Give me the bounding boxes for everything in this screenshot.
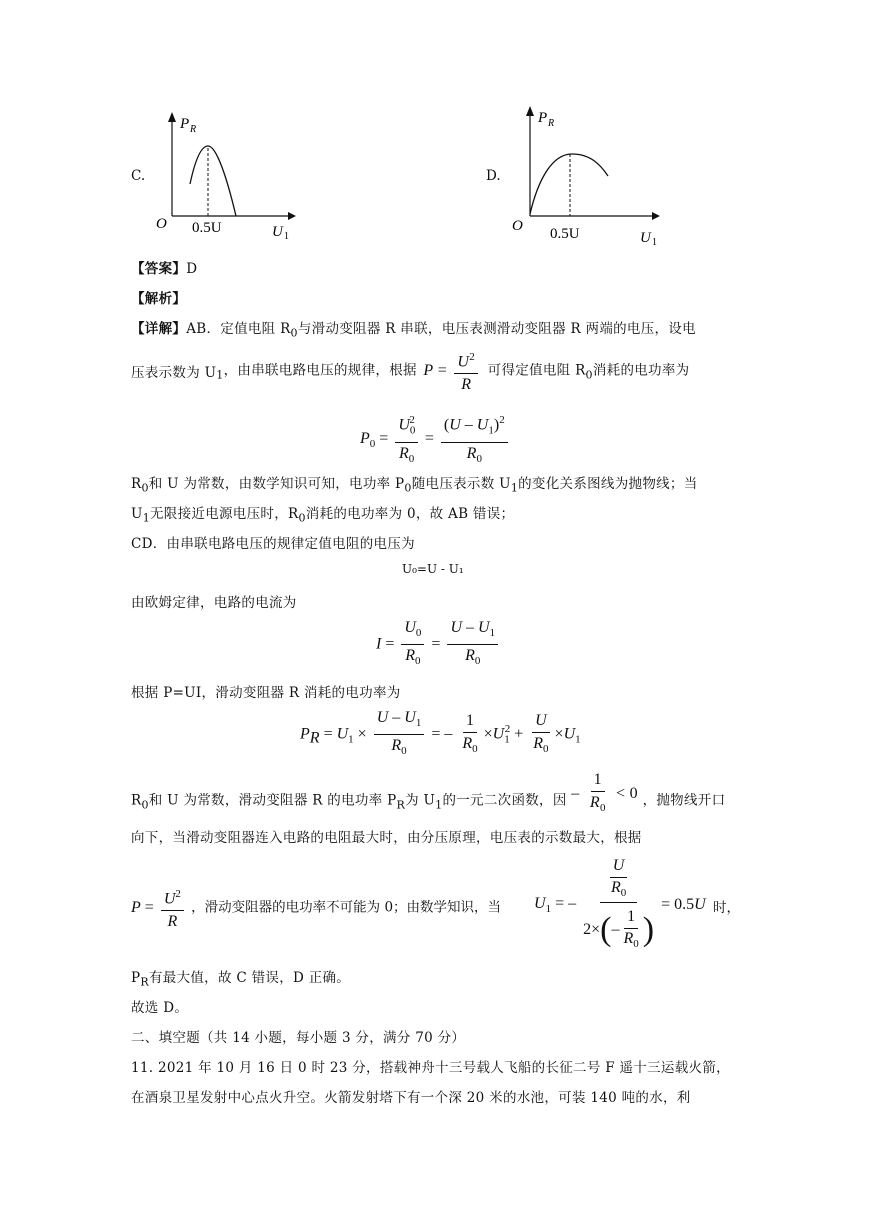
svg-text:U: U: [640, 230, 651, 246]
detail-line-3: $R_0$和 U 为常数，由数学知识可知，电功率 $P_0$随电压表示数 $U_1$的变化关系图线为抛物线；当: [131, 476, 698, 495]
graph-c-y-sub: R: [190, 124, 197, 135]
graph-c-x-arrow: [288, 212, 296, 220]
svg-text:1: 1: [652, 237, 657, 246]
svg-text:O: O: [512, 218, 523, 234]
answer-tag: 【答案】: [131, 261, 187, 277]
formula-u1-max: $U_1$ = – $\frac{U}{R_0}$ 2× ( – $\frac{1}{R_0}$ ) = 0.5U: [534, 857, 706, 951]
detail-line-6: 由欧姆定律，电路的电流为: [131, 595, 297, 611]
detail-line-7: 根据 P=UI，滑动变阻器 R 消耗的电功率为: [131, 685, 401, 701]
graph-c-x-sub: 1: [284, 231, 289, 240]
detail-line-5: CD．由串联电路电压的规律定值电阻的电压为: [131, 536, 415, 552]
detail-line-4: $U_1$无限接近电源电压时，$R_0$消耗的电功率为 0，故 AB 错误；: [131, 506, 515, 525]
graph-c-curve: [190, 146, 236, 216]
graph-c-y-arrow: [168, 112, 176, 122]
svg-text:0.5U: 0.5U: [550, 226, 580, 242]
graph-c-x-label: U: [272, 224, 283, 240]
detail-line-2: 压表示数为 $U_1$，由串联电路电压的规律，根据 P = $\frac{U^2}{R}$ 可得定值电阻 $R_0$消耗的电功率为: [131, 347, 689, 395]
svg-text:P: P: [538, 110, 548, 126]
analysis-tag: 【解析】: [131, 291, 187, 307]
formula-p-u2-r-2: P = $\frac{U^2}{R}$: [131, 884, 187, 932]
formula-p0: $P_0$ = $\frac{U_0^2}{R_0}$ = $\frac{(U - U_1)^2}{R_0}$: [360, 410, 511, 469]
graph-d: [508, 100, 668, 246]
graph-c-tick: 0.5U: [192, 220, 222, 236]
answer-value: D: [186, 261, 198, 277]
graph-c-origin: O: [156, 216, 167, 232]
option-d-label: D.: [486, 168, 501, 184]
detail-line-9: 向下，当滑动变阻器连入电路的电阻最大时，由分压原理，电压表的示数最大，根据: [131, 830, 642, 846]
detail-line-10-end: 时，: [713, 900, 740, 916]
formula-pr: $P_R = U_1$ × $\frac{U - U_1}{R_0}$ = – $\frac{1}{R_0}$ $\times U_1^2$ + $\frac{U}{R_0}$ $\times U_1$: [300, 709, 581, 758]
question-11-line-1: 11. 2021 年 10 月 16 日 0 时 23 分，搭载神舟十三号载人飞船的长征二号 F 遥十三运载火箭，: [131, 1060, 730, 1076]
graph-d-curve: [530, 154, 608, 214]
formula-u0: U₀=U - U₁: [402, 562, 464, 576]
detail-line-10: P = $\frac{U^2}{R}$ ，滑动变阻器的电功率不可能为 0；由数学知识，当: [131, 884, 501, 932]
detail-line-8: $R_0$和 U 为常数，滑动变阻器 R 的电功率 $P_R$为 $U_1$的一元二次函数，因 – $\frac{1}{R_0}$ < 0 ，抛物线开口: [131, 784, 725, 818]
answer-line: [131, 257, 197, 277]
formula-neg-1-r0: – $\frac{1}{R_0}$ < 0: [571, 771, 638, 815]
question-11-line-2: 在酒泉卫星发射中心点火升空。火箭发射塔下有一个深 20 米的水池，可装 140 吨的水，利: [131, 1090, 691, 1106]
option-c-label: C.: [131, 168, 146, 184]
detail-line-12: 故选 D。: [131, 1000, 189, 1016]
svg-text:R: R: [548, 118, 555, 129]
section-heading: 二、填空题（共 14 小题，每小题 3 分，满分 70 分）: [131, 1030, 466, 1046]
detail-line-1: 【详解】AB．定值电阻 $R_0$与滑动变阻器 R 串联，电压表测滑动变阻器 R 两端的电压，设电: [131, 321, 696, 340]
analysis-line: [131, 287, 186, 307]
formula-current: I = $\frac{U_0}{R_0}$ = $\frac{U - U_1}{R_0}$: [376, 618, 501, 671]
graph-c: [150, 108, 300, 240]
graph-c-y-label: P: [180, 116, 190, 132]
detail-line-11: $P_R$有最大值，故 C 错误，D 正确。: [131, 970, 351, 989]
formula-p-u2-r: P = $\frac{U^2}{R}$: [423, 347, 481, 395]
